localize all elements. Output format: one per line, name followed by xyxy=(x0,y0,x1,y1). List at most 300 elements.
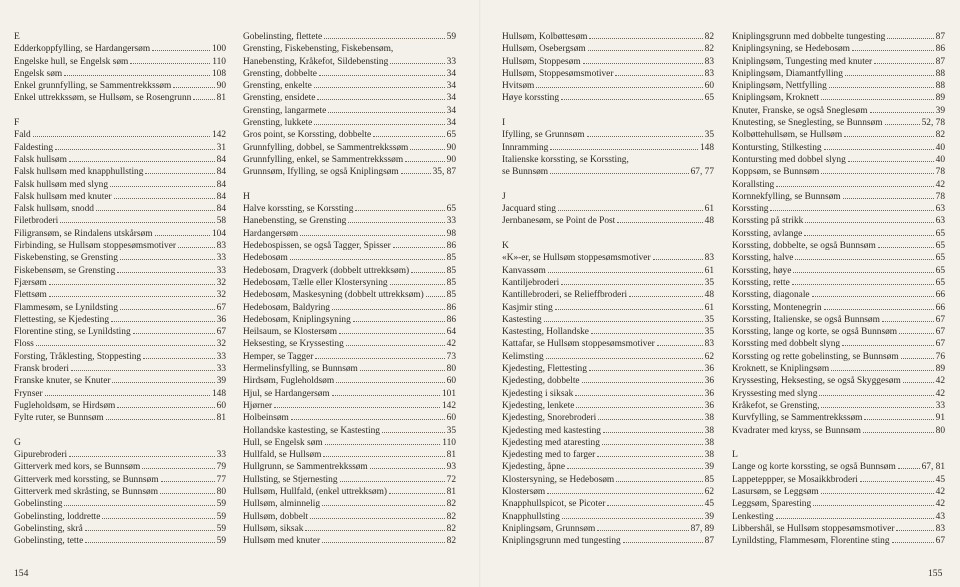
dot-leader xyxy=(903,382,934,383)
entry-page-number: 42 xyxy=(935,388,945,399)
entry-term: Kastesting xyxy=(502,314,542,325)
entry-term: Faldesting xyxy=(14,142,54,153)
entry-page-number: 36 xyxy=(216,314,226,325)
index-entry xyxy=(732,277,945,289)
entry-page-number: 42 xyxy=(935,499,945,510)
index-entry xyxy=(14,498,226,510)
section-letter: I xyxy=(502,117,506,129)
entry-term: Hullsøm, Hullfald, (enkel uttrekksøm) xyxy=(243,486,387,497)
dot-leader xyxy=(143,358,215,359)
entry-page-number: 80 xyxy=(935,425,945,436)
dot-leader xyxy=(598,419,702,420)
entry-term: Korssting, avlange xyxy=(732,228,803,239)
entry-page-number: 76 xyxy=(935,351,945,362)
entry-term: Kråkefot, se Grensting, xyxy=(732,400,820,411)
entry-term: Hedebosøm, Kniplingsyning xyxy=(243,314,351,325)
index-entry xyxy=(14,166,226,178)
entry-term: Falsk hullsøm med knuter xyxy=(14,191,112,202)
dot-leader xyxy=(120,259,215,260)
index-entry xyxy=(502,375,714,387)
entry-term: Korssting, lange og korte, se også Bunnsøm xyxy=(732,327,898,338)
dot-leader xyxy=(848,161,934,162)
entry-term: Hirdsøm, Fugleholdsøm xyxy=(243,376,335,387)
index-entry xyxy=(243,535,456,547)
entry-term: Innramming xyxy=(502,142,549,153)
entry-page-number: 86 xyxy=(446,241,456,252)
index-entry xyxy=(14,400,226,412)
entry-term: Knapphullspicot, se Picoter xyxy=(502,499,606,510)
index-entry xyxy=(732,92,945,104)
entry-term: Knapphullsting xyxy=(502,511,560,522)
index-entry xyxy=(732,68,945,80)
entry-term: Grensting, Fiskebensting, Fiskebensøm, xyxy=(243,44,394,55)
entry-term: Fugleholdsøm, se Hirdsøm xyxy=(14,400,116,411)
index-entry xyxy=(732,302,945,314)
entry-page-number: 90 xyxy=(446,142,456,153)
entry-page-number: 84 xyxy=(216,204,226,215)
dot-leader xyxy=(589,370,703,371)
dot-leader xyxy=(305,530,444,531)
dot-leader xyxy=(870,112,934,113)
index-column-2 xyxy=(243,31,456,547)
index-entry xyxy=(732,498,945,510)
index-entry xyxy=(243,523,456,535)
index-entry xyxy=(243,425,456,437)
dot-leader xyxy=(597,456,702,457)
entry-page-number: 65 xyxy=(935,265,945,276)
dot-leader xyxy=(300,235,444,236)
entry-term: Forsting, Tråklesting, Stoppesting xyxy=(14,351,142,362)
dot-leader xyxy=(319,75,445,76)
entry-page-number: 85 xyxy=(446,253,456,264)
entry-term: Hermelinsfylling, se Bunnsøm xyxy=(243,364,358,375)
entry-page-number: 67 xyxy=(935,536,945,547)
entry-page-number: 67, 77 xyxy=(690,167,714,178)
entry-term: Hullsøm, dobbelt xyxy=(243,511,309,522)
entry-page-number: 67 xyxy=(935,327,945,338)
dot-leader xyxy=(290,259,445,260)
dot-leader xyxy=(390,63,444,64)
index-entry xyxy=(502,302,714,314)
dot-leader xyxy=(117,407,214,408)
entry-page-number: 91 xyxy=(935,413,945,424)
dot-leader xyxy=(824,309,934,310)
dot-leader xyxy=(899,333,934,334)
dot-leader xyxy=(792,284,934,285)
index-entry xyxy=(732,142,945,154)
entry-term: Grensting, lukkete xyxy=(243,118,313,129)
entry-page-number: 33 xyxy=(216,351,226,362)
index-entry xyxy=(502,511,714,523)
dot-leader xyxy=(310,518,445,519)
entry-page-number: 42 xyxy=(935,376,945,387)
dot-leader xyxy=(547,493,702,494)
entry-page-number: 39 xyxy=(704,462,714,473)
dot-leader xyxy=(558,210,703,211)
index-entry xyxy=(502,68,714,80)
index-entry xyxy=(14,474,226,486)
dot-leader xyxy=(819,395,933,396)
entry-page-number: 82 xyxy=(446,499,456,510)
entry-term: Falsk hullsøm med slyng xyxy=(14,179,109,190)
dot-leader xyxy=(49,284,215,285)
dot-leader xyxy=(314,87,445,88)
entry-term: Grunnfylling, enkel, se Sammentrekkssøm xyxy=(243,154,404,165)
index-entry xyxy=(14,511,226,523)
entry-term: Fjærsøm xyxy=(14,277,47,288)
section-letter: G xyxy=(14,436,21,448)
entry-page-number: 85 xyxy=(446,290,456,301)
index-entry xyxy=(243,92,456,104)
index-entry xyxy=(732,388,945,400)
entry-page-number: 65 xyxy=(935,253,945,264)
entry-page-number: 38 xyxy=(704,450,714,461)
index-entry xyxy=(502,498,714,510)
index-entry xyxy=(732,240,945,252)
entry-page-number: 67, 81 xyxy=(921,462,945,473)
entry-term: Kniplingsgrunn med tungesting xyxy=(502,536,621,547)
entry-term: Hullsøm med knuter xyxy=(243,536,321,547)
index-entry xyxy=(502,215,714,227)
dot-leader xyxy=(824,149,934,150)
dot-leader xyxy=(821,407,933,408)
entry-term: Franske knuter, se Knuter xyxy=(14,376,111,387)
entry-page-number: 82 xyxy=(935,130,945,141)
dot-leader xyxy=(133,333,215,334)
index-entry xyxy=(14,363,226,375)
entry-page-number: 36 xyxy=(704,376,714,387)
dot-leader xyxy=(145,173,214,174)
index-entry xyxy=(243,129,456,141)
index-entry xyxy=(14,252,226,264)
entry-page-number: 83 xyxy=(704,339,714,350)
index-entry xyxy=(502,142,714,154)
entry-page-number: 83 xyxy=(216,241,226,252)
entry-term: Hullsøm, alminnelig xyxy=(243,499,321,510)
entry-term: Libbershål, se Hullsøm stoppesømsmotiver xyxy=(732,523,895,534)
entry-page-number: 35 xyxy=(704,130,714,141)
entry-page-number: 60 xyxy=(446,413,456,424)
dot-leader xyxy=(339,333,445,334)
dot-leader xyxy=(346,345,445,346)
index-entry xyxy=(732,400,945,412)
entry-page-number: 84 xyxy=(216,154,226,165)
entry-page-number: 63 xyxy=(935,216,945,227)
index-entry xyxy=(502,289,714,301)
entry-term: Gros point, se Korssting, dobbelte xyxy=(243,130,372,141)
entry-page-number: 77 xyxy=(216,474,226,485)
entry-term: Hullsøm, Osebergsøm xyxy=(502,44,586,55)
index-entry xyxy=(14,179,226,191)
entry-page-number: 142 xyxy=(211,130,226,141)
entry-term: Kryssesting med slyng xyxy=(732,388,818,399)
index-entry xyxy=(243,215,456,227)
section-gap xyxy=(502,179,714,191)
dot-leader xyxy=(901,358,934,359)
dot-leader xyxy=(114,198,215,199)
index-entry xyxy=(732,56,945,68)
dot-leader xyxy=(291,419,445,420)
entry-term: Gobelinsting, loddrette xyxy=(14,511,101,522)
entry-term: Gitterverk med kors, se Bunnsøm xyxy=(14,462,141,473)
entry-term: Holbeinsøm xyxy=(243,413,289,424)
entry-term: Klostersyning, se Hedebosøm xyxy=(502,474,615,485)
entry-term: Grensting, dobbelte xyxy=(243,68,317,79)
index-entry xyxy=(243,289,456,301)
index-entry xyxy=(732,338,945,350)
entry-term: Kjedesting, dobbelte xyxy=(502,376,580,387)
dot-leader xyxy=(49,296,215,297)
index-entry xyxy=(243,142,456,154)
index-column-4 xyxy=(732,31,945,547)
index-column-3 xyxy=(502,31,714,547)
entry-page-number: 65 xyxy=(704,93,714,104)
entry-page-number: 67 xyxy=(935,314,945,325)
entry-term: se Bunnsøm xyxy=(502,167,549,178)
index-entry xyxy=(502,351,714,363)
dot-leader xyxy=(576,407,702,408)
dot-leader xyxy=(152,50,210,51)
book-gutter xyxy=(479,0,481,587)
dot-leader xyxy=(898,468,920,469)
dot-leader xyxy=(370,468,445,469)
index-entry xyxy=(502,474,714,486)
index-entry xyxy=(14,326,226,338)
entry-term: Hjørner xyxy=(243,400,273,411)
index-entry xyxy=(732,179,945,191)
section-letter: L xyxy=(732,449,738,461)
entry-page-number: 32 xyxy=(216,339,226,350)
index-entry xyxy=(502,425,714,437)
entry-page-number: 100 xyxy=(211,44,226,55)
dot-leader xyxy=(616,481,702,482)
index-entry xyxy=(243,154,456,166)
entry-term: Gitterverk med korssting, se Bunnsøm xyxy=(14,474,159,485)
entry-term: Frynser xyxy=(14,388,43,399)
index-entry xyxy=(732,289,945,301)
index-entry xyxy=(732,215,945,227)
dot-leader xyxy=(582,382,703,383)
dot-leader xyxy=(332,309,445,310)
section-gap xyxy=(732,437,945,449)
entry-page-number: 39 xyxy=(216,376,226,387)
entry-term: Hemper, se Tagger xyxy=(243,351,314,362)
dot-leader xyxy=(353,321,445,322)
entry-term: Kantillebroderi, se Relieffbroderi xyxy=(502,290,628,301)
dot-leader xyxy=(589,38,702,39)
index-entry xyxy=(502,437,714,449)
entry-term: Hjul, se Hardangersøm xyxy=(243,388,330,399)
index-entry xyxy=(243,117,456,129)
entry-term: Heilsaum, se Klostersøm xyxy=(243,327,337,338)
index-entry xyxy=(732,375,945,387)
entry-term: Jacquard sting xyxy=(502,204,556,215)
entry-page-number: 86 xyxy=(446,302,456,313)
section-gap xyxy=(243,179,456,191)
entry-term: Lange og korte korssting, se også Bunnsøm xyxy=(732,462,896,473)
entry-term: «K»-er, se Hullsøm stoppesømsmotiver xyxy=(502,253,651,264)
index-entry xyxy=(502,412,714,424)
dot-leader xyxy=(882,321,934,322)
entry-term: Hullsting, se Stjernesting xyxy=(243,474,338,485)
entry-page-number: 93 xyxy=(446,462,456,473)
index-entry xyxy=(502,129,714,141)
entry-page-number: 61 xyxy=(704,204,714,215)
index-entry xyxy=(14,314,226,326)
dot-leader xyxy=(844,136,933,137)
entry-term: Kjedesting med ataresting xyxy=(502,437,600,448)
dot-leader xyxy=(325,444,441,445)
index-entry xyxy=(14,486,226,498)
entry-term: Kniplingsøm, Tungesting med knuter xyxy=(732,56,873,67)
entry-page-number: 82 xyxy=(446,523,456,534)
section-letter: K xyxy=(502,240,509,252)
entry-term: Hedebosøm xyxy=(243,253,288,264)
entry-term: Korssting, halve xyxy=(732,253,794,264)
entry-term: Kanvassøm xyxy=(502,265,546,276)
dot-leader xyxy=(863,432,934,433)
entry-term: Hvitsøm xyxy=(502,81,535,92)
entry-page-number: 87 xyxy=(935,56,945,67)
entry-page-number: 36 xyxy=(704,400,714,411)
entry-page-number: 59 xyxy=(216,536,226,547)
entry-term: Falsk hullsøm med knapphullsting xyxy=(14,167,144,178)
index-entry xyxy=(243,105,456,117)
entry-page-number: 83 xyxy=(935,523,945,534)
entry-term: Hullfald, se Hullsøm xyxy=(243,450,322,461)
dot-leader xyxy=(843,198,934,199)
index-column-1 xyxy=(14,31,226,547)
dot-leader xyxy=(591,333,703,334)
dot-leader xyxy=(812,296,934,297)
index-entry xyxy=(14,302,226,314)
dot-leader xyxy=(360,370,445,371)
index-entry xyxy=(502,80,714,92)
entry-term: Flettsøm xyxy=(14,290,47,301)
dot-leader xyxy=(588,50,703,51)
entry-page-number: 35 xyxy=(704,327,714,338)
entry-term: Korssting, høye xyxy=(732,265,792,276)
dot-leader xyxy=(85,542,214,543)
entry-page-number: 87, 89 xyxy=(690,523,714,534)
entry-term: Jernbanesøm, se Point de Post xyxy=(502,216,616,227)
entry-term: Ifylling, se Grunnsøm xyxy=(502,130,585,141)
entry-term: Gitterverk med skråsting, se Bunnsøm xyxy=(14,486,158,497)
index-entry xyxy=(502,461,714,473)
index-entry xyxy=(243,31,456,43)
index-entry xyxy=(502,56,714,68)
dot-leader xyxy=(130,63,210,64)
dot-leader xyxy=(332,395,440,396)
entry-term: Grunnsøm, Ifylling, se også Kniplingsøm xyxy=(243,167,399,178)
index-entry xyxy=(243,252,456,264)
entry-term: Kniplingsøm, Kroknett xyxy=(732,93,819,104)
entry-page-number: 31 xyxy=(216,142,226,153)
index-entry xyxy=(502,277,714,289)
index-entry xyxy=(502,252,714,264)
entry-term: Knuter, Franske, se også Sneglesøm xyxy=(732,105,868,116)
entry-term: Hanebensting, Kråkefot, Sildebensting xyxy=(243,56,389,67)
entry-page-number: 83 xyxy=(704,253,714,264)
dot-leader xyxy=(64,505,214,506)
entry-page-number: 85 xyxy=(446,265,456,276)
dot-leader xyxy=(340,481,445,482)
entry-page-number: 60 xyxy=(446,376,456,387)
index-entry xyxy=(502,449,714,461)
entry-term: Hullsøm, siksak xyxy=(243,523,304,534)
dot-leader xyxy=(410,149,444,150)
entry-term: Korssting xyxy=(732,204,769,215)
entry-term: Gobelinsting, flettete xyxy=(243,32,323,42)
entry-term: Fiskebensøm, se Grensting xyxy=(14,265,116,276)
entry-term: Korssting, Italienske, se også Bunnsøm xyxy=(732,314,880,325)
entry-page-number: 62 xyxy=(704,351,714,362)
entry-term: Flettesting, se Kjedesting xyxy=(14,314,110,325)
entry-page-number: 33 xyxy=(216,253,226,264)
entry-page-number: 34 xyxy=(446,81,456,92)
entry-page-number: 90 xyxy=(216,81,226,92)
index-entry xyxy=(243,400,456,412)
entry-term: Hedebosøm, Maskesyning (dobbelt uttrekksøm) xyxy=(243,290,424,301)
entry-page-number: 34 xyxy=(446,93,456,104)
entry-term: Hull, se Engelsk søm xyxy=(243,437,323,448)
entry-term: Engelsk søm xyxy=(14,68,63,79)
entry-page-number: 33 xyxy=(216,450,226,461)
entry-term: Firbinding, se Hullsøm stoppesømsmotiver xyxy=(14,241,176,252)
entry-page-number: 101 xyxy=(441,388,456,399)
index-entry xyxy=(243,326,456,338)
entry-term: Hullsøm, Stoppesømsmotiver xyxy=(502,68,614,79)
entry-term: Halve korssting, se Korssting xyxy=(243,204,354,215)
index-entry xyxy=(732,461,945,473)
entry-term: Fransk broderi xyxy=(14,364,69,375)
index-entry xyxy=(243,338,456,350)
entry-page-number: 45 xyxy=(935,474,945,485)
entry-page-number: 33 xyxy=(216,265,226,276)
entry-term: Enkel uttrekkssøm, se Hullsøm, se Rosengrunn xyxy=(14,93,192,104)
entry-term: Grensting, ensidete xyxy=(243,93,316,104)
entry-term: Hullsøm, Stoppesøm xyxy=(502,56,581,67)
section-gap xyxy=(14,105,226,117)
index-entry xyxy=(243,511,456,523)
dot-leader xyxy=(550,173,688,174)
entry-page-number: 64 xyxy=(446,327,456,338)
index-entry xyxy=(14,461,226,473)
index-entry xyxy=(243,43,456,55)
entry-term: Kjedesting, åpne xyxy=(502,462,566,473)
index-entry xyxy=(14,203,226,215)
entry-page-number: 87 xyxy=(935,32,945,42)
dot-leader xyxy=(561,284,702,285)
entry-term: Klostersøm xyxy=(502,486,546,497)
entry-page-number: 45 xyxy=(704,499,714,510)
index-entry xyxy=(732,80,945,92)
dot-leader xyxy=(878,247,934,248)
dot-leader xyxy=(69,161,215,162)
index-entry xyxy=(14,92,226,104)
dot-leader xyxy=(548,272,703,273)
index-entry xyxy=(732,117,945,129)
dot-leader xyxy=(178,247,215,248)
entry-page-number: 81 xyxy=(446,450,456,461)
index-entry xyxy=(243,412,456,424)
index-entry xyxy=(243,474,456,486)
entry-page-number: 84 xyxy=(216,191,226,202)
entry-term: Fald xyxy=(14,130,31,141)
index-entry xyxy=(14,228,226,240)
dot-leader xyxy=(336,382,444,383)
entry-page-number: 85 xyxy=(446,277,456,288)
